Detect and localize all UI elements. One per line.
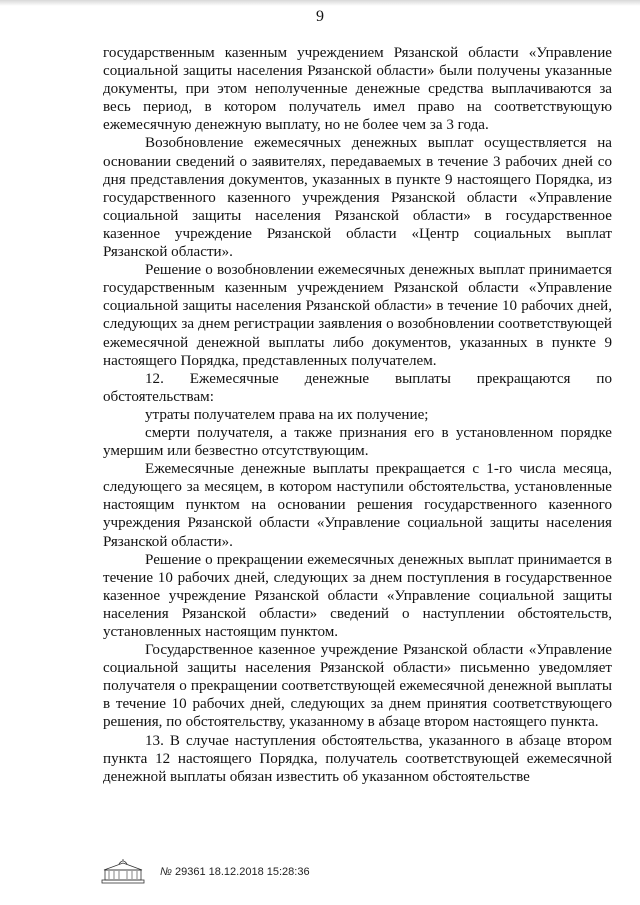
number-sign: № — [160, 866, 172, 878]
paragraph: смерти получателя, а также признания его в установленном порядке умершим или безвестно отсутствующим. — [103, 424, 612, 460]
paragraph: 13. В случае наступления обстоятельства, указанного в абзаце втором пункта 12 настоящего Порядка, получатель соответствующей ежемесячной денежной выплаты обязан известить об указанном обстоятельстве — [103, 732, 612, 785]
footer-stamp — [100, 858, 310, 886]
paragraph: Возобновление ежемесячных денежных выплат осуществляется на основании сведений о заявителях, передаваемых в течение 3 рабочих дней со дня представления документов, указанных в пункте 9 настоящего Порядка, из государственного казенного учреждения Рязанской области «Управление социальной защиты населения Рязанской области» в государственное казенное учреждение Рязанской области «Центр социальных выплат Рязанской области». — [103, 135, 612, 261]
paragraph: Решение о возобновлении ежемесячных денежных выплат принимается государственным казенным учреждением Рязанской области «Управление социальной защиты населения Рязанской области» в течение 10 рабочих дней, следующих за днем регистрации заявления о возобновлении соответствующей ежемесячной денежной выплаты либо документов, указанных в пункте 9 настоящего Порядка, представленных получателем. — [103, 262, 612, 369]
paragraph: Решение о прекращении ежемесячных денежных выплат принимается в течение 10 рабочих дней, следующих за днем поступления в государственное казенное учреждение Рязанской области «Управление социальной защиты населения Рязанской области» сведений о наступлении обстоятельств, установленных настоящим пунктом. — [103, 551, 612, 640]
paragraph: Государственное казенное учреждение Рязанской области «Управление социальной защиты населения Рязанской области» письменно уведомляет получателя о прекращении соответствующей ежемесячной денежной выплаты в течение 10 рабочих дней, следующих за днем принятия соответствующего решения, по обстоятельству, указанному в абзаце втором настоящего пункта. — [103, 642, 612, 731]
paragraph: Ежемесячные денежные выплаты прекращается с 1-го числа месяца, следующего за месяцем, в котором наступили обстоятельства, установленные настоящим пунктом на основании решения государственного казенного учреждения Рязанской области «Управление социальной защиты населения Рязанской области». — [103, 461, 612, 550]
registration-info: 29361 18.12.2018 15:28:36 — [174, 866, 310, 878]
paragraph: утраты получателем права на их получение; — [145, 406, 429, 423]
document-body — [103, 44, 612, 786]
page-number: 9 — [316, 8, 324, 25]
paragraph: 12. Ежемесячные денежные выплаты прекращаются по обстоятельствам: — [103, 370, 612, 405]
registration-stamp — [160, 866, 310, 878]
page-top-edge — [0, 0, 640, 6]
paragraph: государственным казенным учреждением Рязанской области «Управление социальной защиты населения Рязанской области» были получены указанные документы, при этом неполученные денежные средства выплачиваются за весь период, в котором получатель имел право на соответствующую ежемесячную денежную выплату, но не более чем за 3 года. — [103, 45, 612, 134]
building-emblem-icon — [100, 859, 146, 885]
